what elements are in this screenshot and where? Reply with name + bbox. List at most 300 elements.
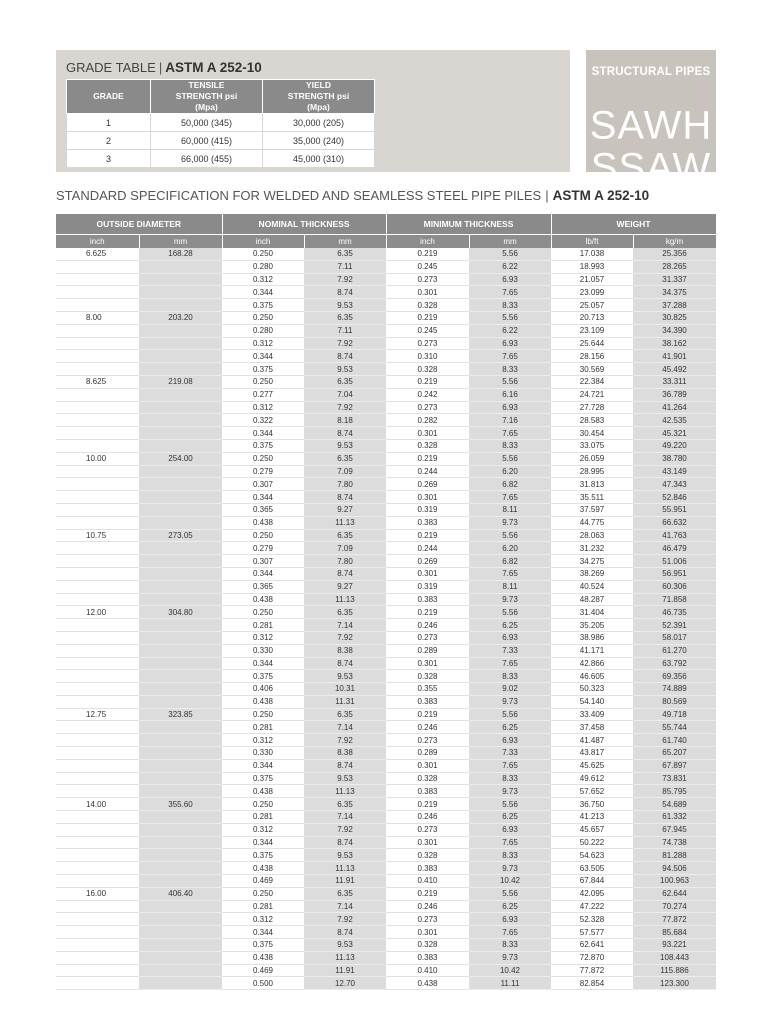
weight-lbft-cell: 37.458 [551,721,633,734]
nominal-thickness-mm-cell: 7.92 [304,401,386,414]
minimum-thickness-mm-cell: 8.33 [469,849,551,862]
grade-title-standard: ASTM A 252-10 [165,60,262,75]
table-row [56,964,716,977]
table-row [56,529,716,542]
outside-diameter-inch-cell [56,695,139,708]
weight-kgm-cell: 33.311 [633,375,716,388]
minimum-thickness-mm-cell: 9.73 [469,593,551,606]
table-row [56,593,716,606]
nominal-thickness-mm-cell: 7.80 [304,555,386,568]
weight-kgm-cell: 93.221 [633,939,716,952]
weight-lbft-cell: 57.577 [551,926,633,939]
weight-kgm-cell: 108.443 [633,951,716,964]
weight-kgm-cell: 34.375 [633,286,716,299]
nominal-thickness-mm-cell: 6.35 [304,311,386,324]
outside-diameter-inch-cell: 8.625 [56,375,139,388]
weight-lbft-cell: 35.511 [551,491,633,504]
weight-kgm-cell: 100.963 [633,875,716,888]
nominal-thickness-inch-cell: 0.469 [222,875,304,888]
nominal-thickness-inch-cell: 0.344 [222,926,304,939]
outside-diameter-inch-cell [56,785,139,798]
table-row [56,708,716,721]
minimum-thickness-mm-cell: 10.42 [469,875,551,888]
minimum-thickness-mm-cell: 6.93 [469,631,551,644]
weight-lbft-cell: 23.099 [551,286,633,299]
outside-diameter-inch-cell [56,491,139,504]
minimum-thickness-mm-cell: 8.11 [469,503,551,516]
outside-diameter-inch-cell [56,977,139,990]
outside-diameter-mm-cell [139,862,222,875]
outside-diameter-inch-cell [56,811,139,824]
outside-diameter-inch-cell [56,337,139,350]
minimum-thickness-inch-cell: 0.301 [386,836,469,849]
outside-diameter-mm-cell: 254.00 [139,452,222,465]
outside-diameter-inch-cell: 10.75 [56,529,139,542]
nominal-thickness-mm-cell: 11.13 [304,593,386,606]
weight-kgm-cell: 31.337 [633,273,716,286]
table-row [56,683,716,696]
outside-diameter-mm-cell [139,964,222,977]
outside-diameter-mm-cell [139,926,222,939]
weight-lbft-cell: 42.095 [551,887,633,900]
outside-diameter-inch-cell [56,772,139,785]
outside-diameter-inch-cell [56,273,139,286]
nominal-thickness-inch-cell: 0.375 [222,772,304,785]
outside-diameter-mm-cell [139,337,222,350]
table-row [56,542,716,555]
nominal-thickness-mm-cell: 6.35 [304,606,386,619]
nominal-thickness-inch-cell: 0.250 [222,529,304,542]
weight-lbft-cell: 41.213 [551,811,633,824]
table-row [56,772,716,785]
nominal-thickness-mm-cell: 8.74 [304,350,386,363]
brand-subtitle: STRUCTURAL PIPES [591,66,711,78]
unit-header: kg/m [633,235,716,249]
weight-kgm-cell: 55.951 [633,503,716,516]
spec-unit-header-row [56,235,716,249]
minimum-thickness-inch-cell: 0.328 [386,363,469,376]
minimum-thickness-inch-cell: 0.219 [386,606,469,619]
outside-diameter-inch-cell: 14.00 [56,798,139,811]
nominal-thickness-mm-cell: 6.35 [304,452,386,465]
table-row [56,465,716,478]
grade-table-title [66,60,262,75]
outside-diameter-mm-cell [139,465,222,478]
outside-diameter-inch-cell [56,478,139,491]
table-row [56,388,716,401]
outside-diameter-mm-cell [139,683,222,696]
weight-lbft-cell: 38.269 [551,567,633,580]
outside-diameter-inch-cell: 10.00 [56,452,139,465]
table-row [56,939,716,952]
minimum-thickness-inch-cell: 0.244 [386,465,469,478]
title-separator: | [545,188,549,203]
weight-lbft-cell: 62.641 [551,939,633,952]
outside-diameter-inch-cell [56,542,139,555]
table-row [56,695,716,708]
nominal-thickness-mm-cell: 8.74 [304,427,386,440]
nominal-thickness-mm-cell: 7.80 [304,478,386,491]
spec-title-prefix: STANDARD SPECIFICATION FOR WELDED AND SEAMLESS STEEL PIPE PILES [56,188,542,203]
weight-lbft-cell: 52.328 [551,913,633,926]
outside-diameter-mm-cell [139,900,222,913]
weight-lbft-cell: 42.866 [551,657,633,670]
weight-lbft-cell: 28.583 [551,414,633,427]
weight-lbft-cell: 26.059 [551,452,633,465]
outside-diameter-inch-cell [56,299,139,312]
outside-diameter-inch-cell [56,350,139,363]
outside-diameter-mm-cell [139,555,222,568]
nominal-thickness-mm-cell: 7.11 [304,324,386,337]
minimum-thickness-inch-cell: 0.301 [386,427,469,440]
weight-kgm-cell: 52.846 [633,491,716,504]
minimum-thickness-mm-cell: 8.33 [469,299,551,312]
nominal-thickness-mm-cell: 8.74 [304,836,386,849]
tensile-cell: 66,000 (455) [151,150,263,168]
outside-diameter-mm-cell [139,657,222,670]
table-row [56,734,716,747]
table-row [56,823,716,836]
outside-diameter-inch-cell [56,555,139,568]
minimum-thickness-inch-cell: 0.219 [386,375,469,388]
minimum-thickness-inch-cell: 0.273 [386,337,469,350]
unit-header: mm [304,235,386,249]
grade-row [67,150,375,168]
nominal-thickness-inch-cell: 0.280 [222,324,304,337]
unit-header: mm [139,235,222,249]
table-row [56,567,716,580]
nominal-thickness-mm-cell: 9.53 [304,849,386,862]
outside-diameter-inch-cell [56,580,139,593]
minimum-thickness-inch-cell: 0.246 [386,811,469,824]
minimum-thickness-mm-cell: 7.65 [469,427,551,440]
nominal-thickness-inch-cell: 0.307 [222,478,304,491]
outside-diameter-mm-cell [139,593,222,606]
weight-lbft-cell: 25.057 [551,299,633,312]
outside-diameter-mm-cell [139,299,222,312]
minimum-thickness-mm-cell: 6.25 [469,619,551,632]
minimum-thickness-inch-cell: 0.328 [386,849,469,862]
outside-diameter-inch-cell [56,964,139,977]
outside-diameter-inch-cell: 8.00 [56,311,139,324]
weight-kgm-cell: 67.945 [633,823,716,836]
weight-kgm-cell: 45.321 [633,427,716,440]
outside-diameter-mm-cell: 203.20 [139,311,222,324]
table-row [56,875,716,888]
outside-diameter-inch-cell [56,683,139,696]
table-row [56,337,716,350]
brand-title-sawh: SAWH [589,103,713,148]
nominal-thickness-inch-cell: 0.438 [222,516,304,529]
nominal-thickness-inch-cell: 0.250 [222,452,304,465]
nominal-thickness-inch-cell: 0.277 [222,388,304,401]
outside-diameter-mm-cell [139,849,222,862]
outside-diameter-mm-cell [139,491,222,504]
minimum-thickness-inch-cell: 0.410 [386,964,469,977]
outside-diameter-inch-cell [56,516,139,529]
weight-lbft-cell: 28.063 [551,529,633,542]
weight-lbft-cell: 23.109 [551,324,633,337]
weight-kgm-cell: 46.735 [633,606,716,619]
outside-diameter-mm-cell [139,734,222,747]
outside-diameter-mm-cell [139,913,222,926]
nominal-thickness-mm-cell: 9.53 [304,772,386,785]
outside-diameter-mm-cell [139,350,222,363]
minimum-thickness-inch-cell: 0.273 [386,631,469,644]
nominal-thickness-inch-cell: 0.280 [222,260,304,273]
weight-lbft-cell: 45.625 [551,759,633,772]
weight-lbft-cell: 47.222 [551,900,633,913]
minimum-thickness-inch-cell: 0.310 [386,350,469,363]
weight-kgm-cell: 37.288 [633,299,716,312]
outside-diameter-mm-cell [139,401,222,414]
grade-cell: 1 [67,114,151,132]
nominal-thickness-mm-cell: 7.14 [304,721,386,734]
outside-diameter-mm-cell [139,772,222,785]
table-row [56,977,716,990]
outside-diameter-mm-cell [139,644,222,657]
nominal-thickness-mm-cell: 7.92 [304,913,386,926]
nominal-thickness-inch-cell: 0.438 [222,593,304,606]
outside-diameter-mm-cell: 323.85 [139,708,222,721]
weight-lbft-cell: 34.275 [551,555,633,568]
nominal-thickness-inch-cell: 0.322 [222,414,304,427]
minimum-thickness-mm-cell: 6.16 [469,388,551,401]
table-row [56,862,716,875]
table-row [56,401,716,414]
grade-table-panel [56,50,570,172]
nominal-thickness-inch-cell: 0.281 [222,619,304,632]
minimum-thickness-mm-cell: 6.25 [469,721,551,734]
nominal-thickness-mm-cell: 8.38 [304,747,386,760]
nominal-thickness-mm-cell: 7.11 [304,260,386,273]
weight-lbft-cell: 82.854 [551,977,633,990]
table-row [56,260,716,273]
nominal-thickness-mm-cell: 11.13 [304,862,386,875]
weight-lbft-cell: 27.728 [551,401,633,414]
outside-diameter-mm-cell [139,823,222,836]
table-row [56,286,716,299]
outside-diameter-mm-cell [139,619,222,632]
outside-diameter-mm-cell [139,747,222,760]
weight-lbft-cell: 22.384 [551,375,633,388]
nominal-thickness-header: NOMINAL THICKNESS [222,214,386,235]
nominal-thickness-mm-cell: 7.92 [304,631,386,644]
grade-row [67,114,375,132]
nominal-thickness-mm-cell: 9.27 [304,503,386,516]
minimum-thickness-mm-cell: 5.56 [469,248,551,260]
nominal-thickness-mm-cell: 9.53 [304,670,386,683]
nominal-thickness-inch-cell: 0.312 [222,337,304,350]
minimum-thickness-mm-cell: 10.42 [469,964,551,977]
minimum-thickness-inch-cell: 0.219 [386,798,469,811]
minimum-thickness-inch-cell: 0.319 [386,580,469,593]
outside-diameter-inch-cell [56,644,139,657]
outside-diameter-inch-cell [56,862,139,875]
yield-cell: 45,000 (310) [263,150,375,168]
table-row [56,849,716,862]
outside-diameter-mm-cell [139,875,222,888]
unit-header: inch [56,235,139,249]
table-row [56,414,716,427]
minimum-thickness-inch-cell: 0.245 [386,260,469,273]
nominal-thickness-mm-cell: 9.53 [304,363,386,376]
minimum-thickness-mm-cell: 6.93 [469,273,551,286]
table-row [56,926,716,939]
outside-diameter-inch-cell [56,260,139,273]
weight-kgm-cell: 77.872 [633,913,716,926]
minimum-thickness-mm-cell: 8.33 [469,439,551,452]
outside-diameter-mm-cell [139,785,222,798]
minimum-thickness-mm-cell: 11.11 [469,977,551,990]
outside-diameter-mm-cell [139,721,222,734]
nominal-thickness-inch-cell: 0.375 [222,299,304,312]
outside-diameter-mm-cell: 273.05 [139,529,222,542]
grade-table-header-row [67,80,375,114]
minimum-thickness-inch-cell: 0.273 [386,913,469,926]
weight-kgm-cell: 25.356 [633,248,716,260]
minimum-thickness-inch-cell: 0.355 [386,683,469,696]
minimum-thickness-inch-cell: 0.301 [386,926,469,939]
weight-lbft-cell: 54.623 [551,849,633,862]
outside-diameter-mm-cell [139,260,222,273]
outside-diameter-mm-cell [139,567,222,580]
table-row [56,363,716,376]
nominal-thickness-inch-cell: 0.365 [222,580,304,593]
tensile-cell: 50,000 (345) [151,114,263,132]
nominal-thickness-mm-cell: 6.35 [304,798,386,811]
table-row [56,299,716,312]
outside-diameter-inch-cell [56,875,139,888]
minimum-thickness-mm-cell: 6.22 [469,324,551,337]
table-row [56,657,716,670]
weight-lbft-cell: 18.993 [551,260,633,273]
minimum-thickness-inch-cell: 0.242 [386,388,469,401]
nominal-thickness-mm-cell: 7.92 [304,734,386,747]
nominal-thickness-inch-cell: 0.375 [222,439,304,452]
table-row [56,439,716,452]
nominal-thickness-mm-cell: 8.74 [304,491,386,504]
table-row [56,670,716,683]
outside-diameter-mm-cell [139,977,222,990]
weight-lbft-cell: 46.605 [551,670,633,683]
nominal-thickness-inch-cell: 0.344 [222,350,304,363]
nominal-thickness-mm-cell: 9.53 [304,299,386,312]
weight-kgm-cell: 73.831 [633,772,716,785]
nominal-thickness-inch-cell: 0.312 [222,734,304,747]
nominal-thickness-mm-cell: 8.74 [304,926,386,939]
table-row [56,273,716,286]
minimum-thickness-mm-cell: 5.56 [469,887,551,900]
outside-diameter-mm-cell: 355.60 [139,798,222,811]
weight-lbft-cell: 49.612 [551,772,633,785]
outside-diameter-mm-cell [139,363,222,376]
weight-kgm-cell: 71.858 [633,593,716,606]
weight-kgm-cell: 43.149 [633,465,716,478]
weight-lbft-cell: 31.404 [551,606,633,619]
minimum-thickness-mm-cell: 5.56 [469,311,551,324]
nominal-thickness-mm-cell: 8.38 [304,644,386,657]
minimum-thickness-mm-cell: 9.02 [469,683,551,696]
weight-kgm-cell: 61.332 [633,811,716,824]
outside-diameter-inch-cell [56,503,139,516]
nominal-thickness-inch-cell: 0.250 [222,248,304,260]
weight-lbft-cell: 28.995 [551,465,633,478]
weight-kgm-cell: 62.644 [633,887,716,900]
minimum-thickness-mm-cell: 7.65 [469,567,551,580]
unit-header: inch [222,235,304,249]
minimum-thickness-mm-cell: 6.93 [469,734,551,747]
minimum-thickness-inch-cell: 0.273 [386,734,469,747]
minimum-thickness-inch-cell: 0.244 [386,542,469,555]
minimum-thickness-mm-cell: 6.25 [469,811,551,824]
outside-diameter-inch-cell [56,670,139,683]
weight-kgm-cell: 69.356 [633,670,716,683]
grade-title-prefix: GRADE TABLE [66,60,156,75]
nominal-thickness-inch-cell: 0.281 [222,811,304,824]
spec-table [56,214,717,990]
outside-diameter-inch-cell [56,567,139,580]
minimum-thickness-mm-cell: 6.93 [469,823,551,836]
weight-lbft-cell: 50.222 [551,836,633,849]
minimum-thickness-inch-cell: 0.219 [386,887,469,900]
weight-lbft-cell: 33.409 [551,708,633,721]
outside-diameter-mm-cell [139,503,222,516]
weight-lbft-cell: 31.232 [551,542,633,555]
nominal-thickness-mm-cell: 9.27 [304,580,386,593]
minimum-thickness-inch-cell: 0.282 [386,414,469,427]
nominal-thickness-inch-cell: 0.330 [222,747,304,760]
table-row [56,311,716,324]
grade-header: GRADE [67,80,151,114]
nominal-thickness-mm-cell: 9.53 [304,939,386,952]
table-row [56,747,716,760]
table-row [56,375,716,388]
outside-diameter-inch-cell [56,721,139,734]
weight-lbft-cell: 31.813 [551,478,633,491]
nominal-thickness-mm-cell: 7.14 [304,900,386,913]
minimum-thickness-mm-cell: 6.20 [469,465,551,478]
weight-kgm-cell: 38.162 [633,337,716,350]
spec-title-standard: ASTM A 252-10 [552,188,650,203]
nominal-thickness-mm-cell: 7.14 [304,619,386,632]
weight-kgm-cell: 67.897 [633,759,716,772]
weight-lbft-cell: 41.171 [551,644,633,657]
minimum-thickness-inch-cell: 0.301 [386,657,469,670]
nominal-thickness-inch-cell: 0.250 [222,887,304,900]
nominal-thickness-mm-cell: 7.09 [304,542,386,555]
weight-kgm-cell: 66.632 [633,516,716,529]
minimum-thickness-inch-cell: 0.383 [386,593,469,606]
outside-diameter-mm-cell [139,286,222,299]
minimum-thickness-inch-cell: 0.245 [386,324,469,337]
weight-lbft-cell: 25.644 [551,337,633,350]
table-row [56,759,716,772]
minimum-thickness-mm-cell: 5.56 [469,606,551,619]
outside-diameter-inch-cell: 16.00 [56,887,139,900]
minimum-thickness-inch-cell: 0.289 [386,644,469,657]
minimum-thickness-inch-cell: 0.219 [386,529,469,542]
nominal-thickness-inch-cell: 0.344 [222,427,304,440]
table-row [56,606,716,619]
weight-lbft-cell: 43.817 [551,747,633,760]
weight-kgm-cell: 42.535 [633,414,716,427]
weight-lbft-cell: 30.454 [551,427,633,440]
table-row [56,478,716,491]
table-row [56,503,716,516]
weight-lbft-cell: 48.287 [551,593,633,606]
yield-cell: 35,000 (240) [263,132,375,150]
